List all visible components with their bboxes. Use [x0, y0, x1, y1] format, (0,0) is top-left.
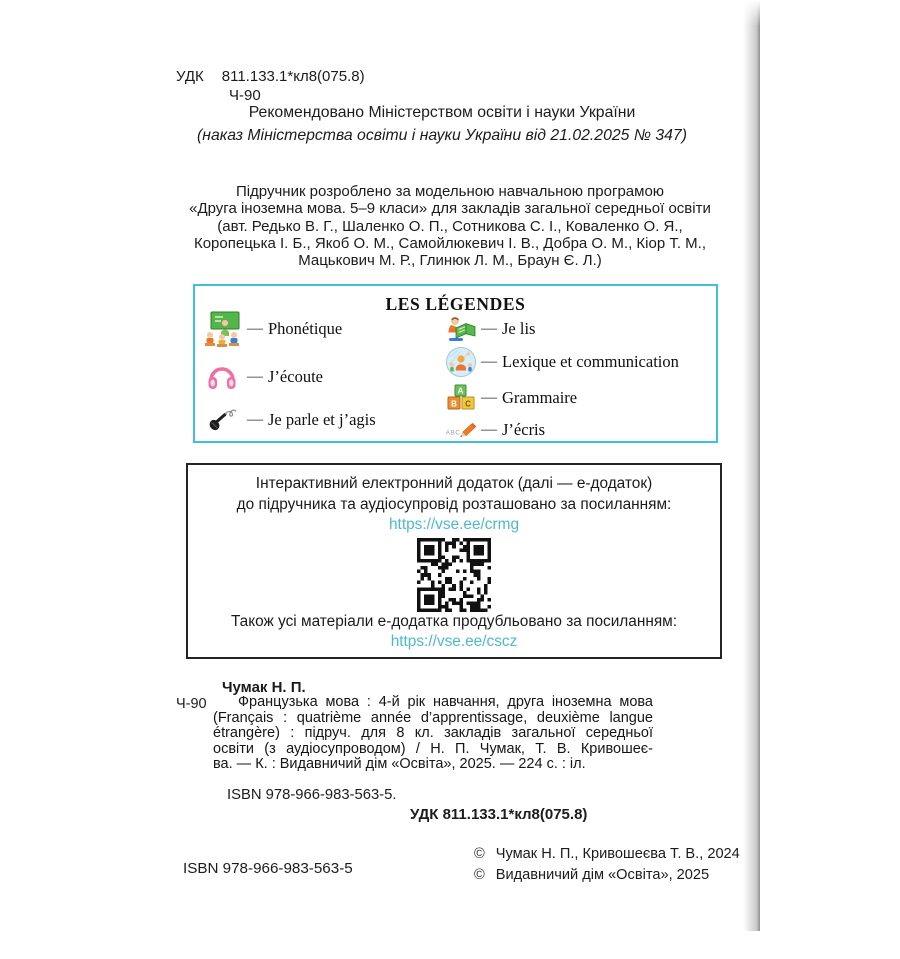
legend-label-grammaire: Grammaire — [502, 388, 578, 407]
eapp-line-1: Інтерактивний електронний додаток (далі — е-додаток) — [255, 475, 653, 492]
legend-item-ecoute — [201, 356, 323, 398]
udk-label: УДК — [176, 68, 204, 85]
bibliographic-line: освіти (з аудіосупроводом) / Н. П. Чумак, Т. В. Кривошеє- — [213, 740, 653, 757]
legend-label-lexique: Lexique et communication — [502, 352, 679, 371]
eapp-line-3: Також усі матеріали е-додатка продубльовано за посиланням: — [230, 612, 678, 630]
recommendation-line: Рекомендовано Міністерством освіти і науки України — [248, 104, 636, 121]
program-note-line: Коропецька І. Б., Якоб О. М., Самойлюкевич І. В., Добра О. М., Кіор Т. М., — [193, 234, 707, 252]
program-note-line: (авт. Редько В. Г., Шаленко О. П., Сотникова С. І., Коваленко О. Я., — [217, 217, 683, 235]
bibliographic-line: ва. — К. : Видавничий дім «Освіта», 2025. — 224 с. : іл. — [213, 756, 586, 772]
legend-item-phonetique — [201, 308, 342, 350]
legend-item-parle — [201, 399, 376, 441]
communication-icon — [445, 346, 477, 378]
svg-text:C: C — [465, 399, 471, 409]
bibliographic-record — [213, 695, 653, 773]
legend-dash: — — [481, 353, 497, 370]
eapp-line-2: до підручника та аудіосупровід розташовано за посиланням: — [236, 495, 672, 513]
udk-bottom: УДК 811.133.1*кл8(075.8) — [410, 806, 588, 823]
program-note-line: «Друга іноземна мова. 5–9 класи» для закладів загальної середньої освіти — [189, 200, 711, 218]
legend-title: LES LÉGENDES — [385, 294, 526, 314]
eapp-link-cscz[interactable]: https://vse.ee/cscz — [390, 633, 518, 651]
legend-dash: — — [247, 320, 263, 337]
isbn-footer: ISBN 978-966-983-563-5 — [183, 860, 353, 877]
program-note-line: Мацькович М. Р., Глинюк Л. М., Браун Є. Л.) — [298, 252, 602, 270]
legend-item-ecris — [445, 412, 545, 448]
legend-label-ecoute: J’écoute — [268, 367, 323, 386]
program-note-line: Підручник розроблено за модельною навчальною програмою — [235, 183, 665, 200]
legend-dash: — — [247, 368, 263, 385]
copyright-icon: © — [474, 846, 485, 862]
legend-dash: — — [247, 411, 263, 428]
svg-text:B: B — [451, 399, 457, 409]
legend-item-grammaire — [445, 380, 577, 416]
eapp-box — [186, 463, 722, 659]
legend-box — [193, 284, 718, 443]
legend-label-lis: Je lis — [502, 319, 536, 338]
phonetique-classroom-icon — [201, 311, 243, 347]
svg-text:ABC: ABC — [445, 429, 461, 437]
copyright-authors-text: Чумак Н. П., Кривошеєва Т. В., 2024 — [495, 846, 740, 862]
copyright-authors — [474, 846, 740, 862]
grammar-blocks-icon — [445, 383, 477, 413]
copyright-icon: © — [474, 867, 485, 883]
legend-dash: — — [481, 320, 497, 337]
recommendation-block — [140, 101, 744, 147]
imprint-author-code: Ч-90 — [176, 696, 207, 712]
copyright-publisher-text: Видавничий дім «Освіта», 2025 — [495, 867, 710, 883]
legend-item-lis — [445, 311, 535, 347]
legend-dash: — — [481, 389, 497, 406]
bibliographic-line: (Français : quatrième année d’apprentissage, deuxième langue — [213, 709, 653, 726]
legend-label-parle: Je parle et j’agis — [268, 410, 376, 429]
bibliographic-line: Французька мова : 4-й рік навчання, друга іноземна мова — [238, 694, 653, 710]
author-sign-code: Ч-90 — [229, 87, 261, 104]
svg-text:A: A — [457, 386, 464, 396]
ministry-order-note: (наказ Міністерства освіти і науки України від 21.02.2025 № 347) — [197, 127, 687, 144]
legend-label-ecris: J’écris — [502, 420, 546, 439]
copyright-publisher — [474, 867, 709, 883]
legend-item-lexique — [445, 344, 679, 380]
eapp-link-crmg[interactable]: https://vse.ee/crmg — [388, 516, 520, 534]
bibliographic-line: étrangère) : підруч. для 8 кл. закладів загальної середньої — [213, 725, 653, 741]
writing-pencil-icon — [445, 420, 477, 440]
microphone-icon — [201, 407, 243, 433]
udk-value: 811.133.1*кл8(075.8) — [221, 68, 365, 85]
headphones-icon — [201, 363, 243, 391]
reading-icon — [445, 314, 477, 344]
program-note — [148, 183, 752, 269]
isbn-in-record: ISBN 978-966-983-563-5. — [227, 787, 397, 803]
page-edge-shadow — [743, 0, 760, 931]
imprint-author: Чумак Н. П. — [222, 679, 306, 696]
qr-code — [417, 538, 491, 612]
legend-label-phonetique: Phonétique — [268, 319, 343, 338]
udk-classification — [176, 68, 365, 85]
legend-dash: — — [481, 421, 497, 438]
